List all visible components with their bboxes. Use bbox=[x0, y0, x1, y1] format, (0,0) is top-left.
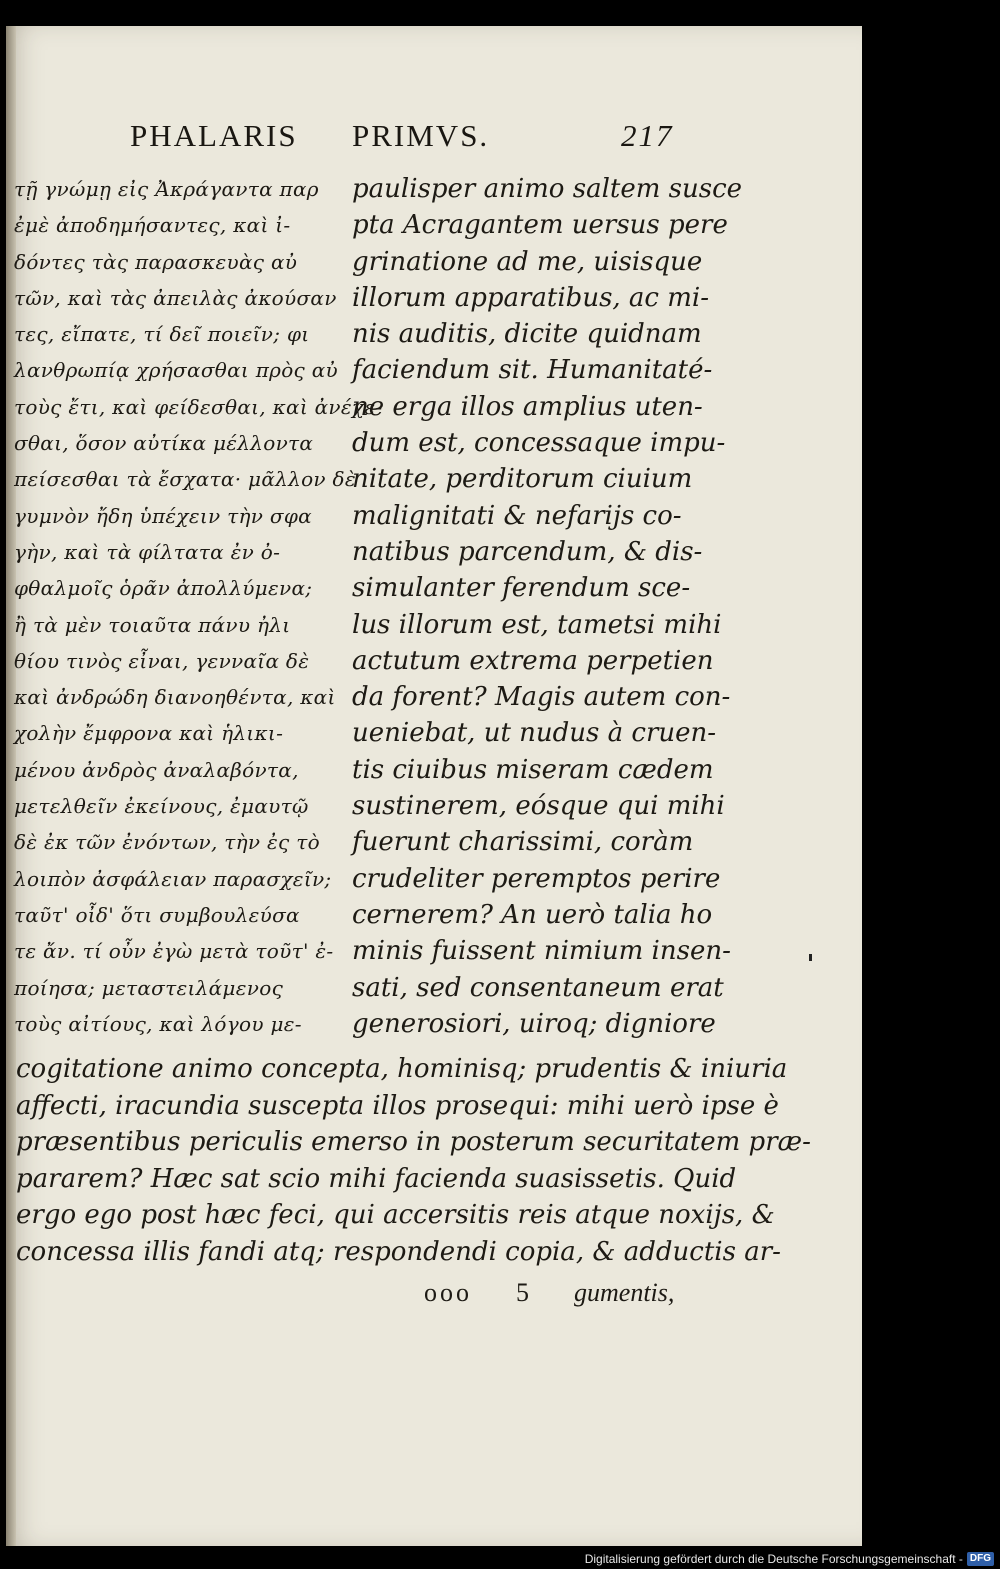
greek-line: δὲ ἐκ τῶν ἐνόντων, τὴν ἐς τὸ bbox=[14, 830, 320, 855]
greek-line: πείσεσθαι τὰ ἔσχατα· μᾶλλον δὲ bbox=[14, 467, 356, 492]
page-footer bbox=[6, 1278, 862, 1318]
latin-line: tis ciuibus miseram cædem bbox=[352, 754, 714, 785]
latin-line: generosiori, uiroq; digniore bbox=[352, 1008, 716, 1039]
greek-line: γυμνὸν ἤδη ὑπέχειν τὴν σφα bbox=[14, 503, 312, 528]
greek-line: τῶν, καὶ τὰς ἀπειλὰς ἀκούσαν bbox=[14, 285, 337, 310]
greek-line: χολὴν ἔμφρονα καὶ ἡλικι- bbox=[14, 721, 284, 746]
greek-line: τες, εἴπατε, τί δεῖ ποιεῖν; φι bbox=[14, 322, 310, 347]
book-page bbox=[6, 26, 862, 1546]
latin-line: grinatione ad me, uisisque bbox=[352, 246, 703, 277]
full-line: pararem? Hæc sat scio mihi facienda suasissetis. Quid bbox=[16, 1163, 737, 1194]
latin-line: simulanter ferendum sce- bbox=[352, 573, 691, 604]
dfg-logo: DFG bbox=[967, 1552, 994, 1566]
latin-line: da forent? Magis autem con- bbox=[352, 682, 731, 713]
greek-line: μετελθεῖν ἐκείνους, ἐμαυτῷ bbox=[14, 794, 309, 819]
full-line: affecti, iracundia suscepta illos prosequi: mihi uerò ipse è bbox=[16, 1090, 779, 1121]
header-title-left: PHALARIS bbox=[130, 118, 298, 153]
digitization-credit bbox=[585, 1551, 994, 1567]
header-title-center: PRIMVS. bbox=[352, 118, 490, 153]
running-header bbox=[6, 118, 862, 168]
greek-line: λοιπὸν ἀσφάλειαν παρασχεῖν; bbox=[14, 866, 332, 891]
greek-line: καὶ ἀνδρώδη διανοηθέντα, καὶ bbox=[14, 685, 336, 710]
greek-line: γὴν, καὶ τὰ φίλτατα ἐν ὀ- bbox=[14, 539, 281, 564]
greek-line: ταῦτ' οἶδ' ὅτι συμβουλεύσα bbox=[14, 902, 300, 927]
full-line: concessa illis fandi atq; respondendi copia, & adductis ar- bbox=[16, 1236, 781, 1267]
latin-line: illorum apparatibus, ac mi- bbox=[352, 282, 710, 313]
full-line: præsentibus periculis emerso in posterum securitatem præ- bbox=[16, 1127, 811, 1158]
latin-line: nis auditis, dicite quidnam bbox=[352, 319, 702, 350]
latin-line: actutum extrema perpetien bbox=[352, 645, 714, 676]
latin-line: fuerunt charissimi, coràm bbox=[352, 827, 694, 858]
greek-line: τε ἄν. τί οὖν ἐγὼ μετὰ τοῦτ' ἐ- bbox=[14, 939, 334, 964]
latin-line: minis fuissent nimium insen- bbox=[352, 936, 731, 967]
full-line: cogitatione animo concepta, hominisq; prudentis & iniuria bbox=[16, 1054, 788, 1084]
greek-line: ποίησα; μεταστειλάμενος bbox=[14, 975, 284, 1000]
greek-text-column bbox=[14, 171, 383, 1042]
latin-line: ne erga illos amplius uten- bbox=[352, 391, 703, 422]
greek-line: τοὺς ἔτι, καὶ φείδεσθαι, καὶ ἀνέχε- bbox=[14, 394, 383, 419]
latin-line: sustinerem, eósque qui mihi bbox=[352, 791, 725, 822]
latin-text-column bbox=[352, 171, 743, 1042]
greek-line: λανθρωπίᾳ χρήσασθαι πρὸς αὐ bbox=[14, 358, 338, 383]
latin-line: lus illorum est, tametsi mihi bbox=[352, 609, 722, 640]
greek-line: θίου τινὸς εἶναι, γενναῖα δὲ bbox=[14, 648, 310, 673]
signature-number: 5 bbox=[516, 1278, 529, 1307]
greek-line: σθαι, ὅσον αὐτίκα μέλλοντα bbox=[14, 431, 314, 456]
greek-line: τοὺς αἰτίους, καὶ λόγου με- bbox=[14, 1011, 302, 1036]
latin-line: malignitati & nefarijs co- bbox=[352, 500, 682, 531]
credit-text: Digitalisierung gefördert durch die Deutsche Forschungsgemeinschaft - bbox=[584, 1552, 963, 1566]
signature-mark: ooo bbox=[424, 1278, 472, 1307]
latin-line: faciendum sit. Humanitaté- bbox=[352, 355, 713, 386]
latin-line: natibus parcendum, & dis- bbox=[352, 536, 703, 567]
greek-line: δόντες τὰς παρασκευὰς αὐ bbox=[14, 249, 298, 274]
latin-line: sati, sed consentaneum erat bbox=[352, 972, 724, 1003]
page-number: 217 bbox=[621, 118, 674, 153]
greek-line: μένου ἀνδρὸς ἀναλαβόντα, bbox=[14, 757, 299, 782]
greek-line: τῇ γνώμῃ εἰς Ἀκράγαντα παρ bbox=[14, 177, 319, 201]
full-width-latin-text bbox=[16, 1051, 811, 1271]
latin-line: paulisper animo saltem susce bbox=[352, 174, 743, 204]
latin-line: pta Acragantem uersus pere bbox=[352, 210, 728, 241]
latin-line: nitate, perditorum ciuium bbox=[352, 464, 693, 495]
latin-line: cernerem? An uerò talia ho bbox=[352, 899, 713, 930]
ink-speck bbox=[809, 954, 812, 961]
latin-line: ueniebat, ut nudus à cruen- bbox=[352, 718, 717, 749]
catchword: gumentis, bbox=[574, 1278, 675, 1307]
greek-line: ἢ τὰ μὲν τοιαῦτα πάνυ ἠλι bbox=[14, 612, 291, 637]
greek-line: φθαλμοῖς ὁρᾶν ἀπολλύμενα; bbox=[14, 576, 313, 601]
full-line: ergo ego post hæc feci, qui accersitis reis atque noxijs, & bbox=[16, 1200, 775, 1231]
latin-line: dum est, concessaque impu- bbox=[352, 428, 726, 459]
greek-line: ἐμὲ ἀποδημήσαντες, καὶ ἰ- bbox=[14, 213, 291, 238]
latin-line: crudeliter peremptos perire bbox=[352, 863, 721, 894]
